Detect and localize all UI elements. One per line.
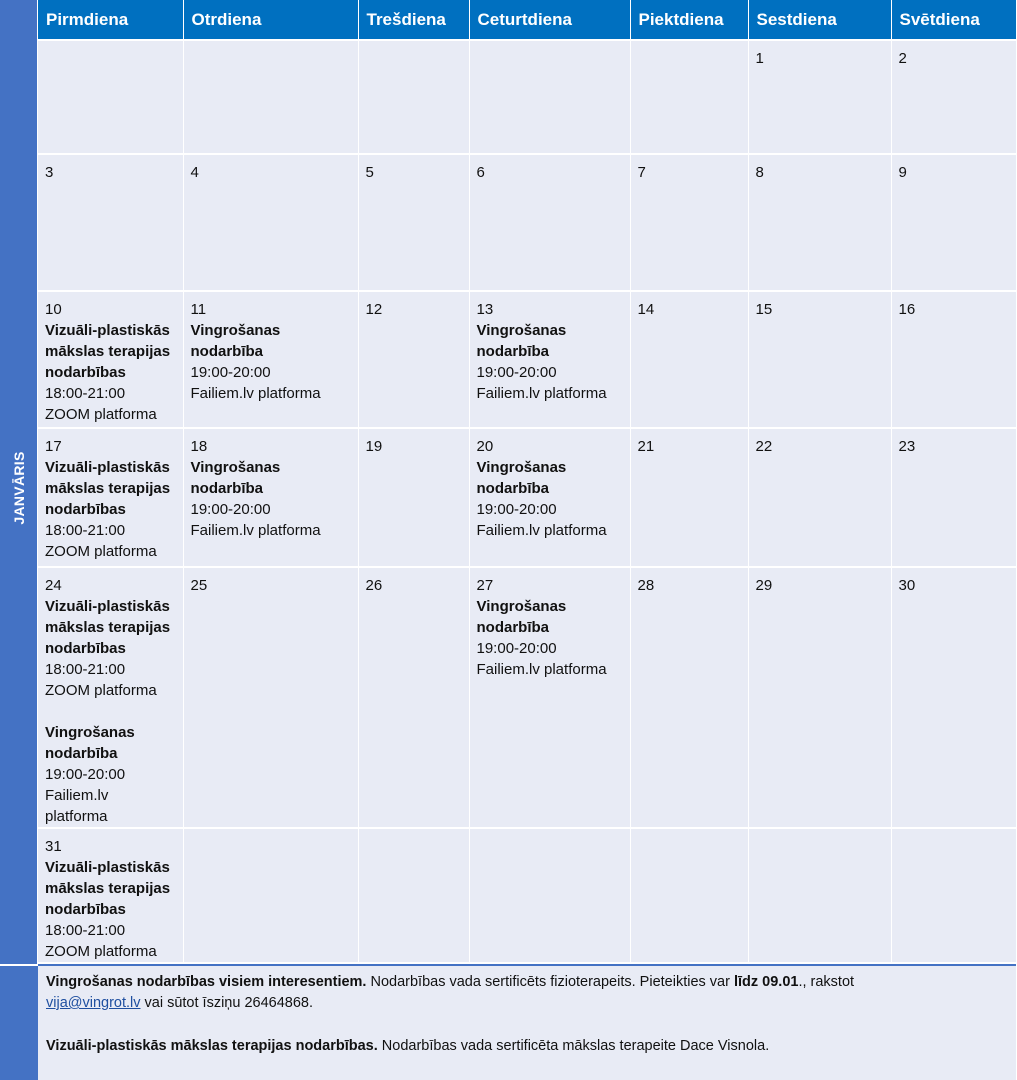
day-cell <box>630 828 748 963</box>
day-number: 5 <box>365 164 374 181</box>
event-title-line: Vingrošanas <box>476 459 567 476</box>
event <box>45 320 176 425</box>
event-time: 19:00-20:00 <box>476 364 557 381</box>
day-cell <box>469 828 630 963</box>
event <box>477 320 623 404</box>
day-number: 21 <box>637 438 655 455</box>
event-title-line: nodarbība <box>476 480 550 497</box>
day-cell <box>630 428 748 567</box>
event-place: Failiem.lv platforma <box>190 522 321 539</box>
day-number: 28 <box>637 577 655 594</box>
event-title-line: nodarbības <box>45 364 126 381</box>
day-number: 14 <box>637 301 655 318</box>
event-place: ZOOM platforma <box>45 682 157 699</box>
day-cell <box>748 567 891 828</box>
event-title-line: nodarbība <box>476 343 550 360</box>
event-place: Failiem.lv platforma <box>476 522 607 539</box>
gym-note-text-2: ., rakstot <box>798 974 855 990</box>
event-place: ZOOM platforma <box>45 406 157 423</box>
day-number: 18 <box>190 438 208 455</box>
day-cell <box>891 40 1016 154</box>
day-number: 4 <box>190 164 199 181</box>
gym-note-text: Nodarbības vada sertificēts fizioterapeits. Pieteikties var <box>366 974 734 990</box>
day-cell <box>358 154 469 291</box>
day-number: 10 <box>45 301 62 318</box>
day-cell <box>469 291 630 428</box>
day-cell <box>469 428 630 567</box>
day-cell <box>358 291 469 428</box>
day-cell <box>630 291 748 428</box>
event-title-line: Vizuāli-plastiskās <box>45 459 170 476</box>
month-sidebar <box>0 0 38 964</box>
day-cell <box>358 828 469 963</box>
day-cell <box>891 291 1016 428</box>
email-link[interactable]: vija@vingrot.lv <box>46 995 141 1011</box>
calendar-table <box>38 0 1017 964</box>
event-place: ZOOM platforma <box>45 543 157 560</box>
day-cell <box>469 40 630 154</box>
day-number: 15 <box>755 301 773 318</box>
event-time: 18:00-21:00 <box>45 922 126 939</box>
event-title-line: mākslas terapijas <box>45 619 171 636</box>
event-title-line: Vingrošanas <box>476 598 567 615</box>
day-number: 7 <box>637 164 646 181</box>
day-cell <box>183 428 358 567</box>
art-note-text: Nodarbības vada sertificēta mākslas terapeite Dace Visnola. <box>377 1038 770 1054</box>
week-row <box>38 154 1016 291</box>
event-title-line: nodarbība <box>476 619 550 636</box>
event <box>45 857 176 962</box>
day-cell <box>748 40 891 154</box>
event-place: Failiem.lv platforma <box>476 385 607 402</box>
notes-sidebar <box>0 964 38 1080</box>
event-title-line: nodarbības <box>45 501 126 518</box>
gym-note-text-3: vai sūtot īsziņu 26464868. <box>140 995 314 1011</box>
day-cell <box>38 828 183 963</box>
day-cell <box>38 154 183 291</box>
event-title-line: mākslas terapijas <box>45 880 171 897</box>
day-cell <box>891 154 1016 291</box>
day-cell <box>891 567 1016 828</box>
gym-note <box>46 972 1008 1014</box>
weekday-header: Piektdiena <box>630 0 748 40</box>
week-row <box>38 291 1016 428</box>
calendar-body <box>38 40 1016 963</box>
event-title-line: nodarbība <box>190 343 264 360</box>
weekday-header: Ceturtdiena <box>469 0 630 40</box>
weekday-header: Otrdiena <box>183 0 358 40</box>
day-number: 19 <box>365 438 383 455</box>
day-number: 17 <box>45 438 62 455</box>
notes-section <box>38 964 1016 1080</box>
event-place: ZOOM platforma <box>45 943 157 960</box>
event <box>477 457 623 541</box>
event-title-line: Vingrošanas <box>190 459 281 476</box>
event-place: Failiem.lv platforma <box>476 661 607 678</box>
event-place: Failiem.lv platforma <box>190 385 321 402</box>
event-title-line: Vizuāli-plastiskās <box>45 322 170 339</box>
day-number: 25 <box>190 577 208 594</box>
day-number: 26 <box>365 577 383 594</box>
event-time: 19:00-20:00 <box>190 501 271 518</box>
day-cell <box>38 567 183 828</box>
event-place: platforma <box>45 808 108 825</box>
day-number: 30 <box>898 577 916 594</box>
weekday-header-row <box>38 0 1016 40</box>
day-cell <box>891 828 1016 963</box>
event <box>477 596 623 680</box>
weekday-header: Sestdiena <box>748 0 891 40</box>
event-title-line: mākslas terapijas <box>45 343 171 360</box>
day-cell <box>183 40 358 154</box>
event <box>45 596 176 701</box>
day-cell <box>183 154 358 291</box>
event-place: Failiem.lv <box>45 787 109 804</box>
event-time: 19:00-20:00 <box>476 501 557 518</box>
event-title-line: Vingrošanas <box>476 322 567 339</box>
day-number: 27 <box>476 577 494 594</box>
weekday-header: Trešdiena <box>358 0 469 40</box>
event-title-line: nodarbība <box>190 480 264 497</box>
day-cell <box>469 154 630 291</box>
day-number: 8 <box>755 164 764 181</box>
day-number: 13 <box>476 301 494 318</box>
event-title-line: mākslas terapijas <box>45 480 171 497</box>
day-cell <box>358 428 469 567</box>
day-cell <box>748 154 891 291</box>
event <box>45 722 176 827</box>
day-number: 12 <box>365 301 383 318</box>
day-cell <box>748 428 891 567</box>
day-cell <box>748 828 891 963</box>
event-time: 19:00-20:00 <box>476 640 557 657</box>
event-title-line: nodarbība <box>45 745 118 762</box>
day-cell <box>38 291 183 428</box>
art-note-title: Vizuāli-plastiskās mākslas terapijas nodarbības. <box>46 1038 378 1054</box>
day-cell <box>630 567 748 828</box>
event-title-line: nodarbības <box>45 901 126 918</box>
event-title-line: Vingrošanas <box>45 724 135 741</box>
event-time: 19:00-20:00 <box>45 766 126 783</box>
day-number: 1 <box>755 50 764 67</box>
event-time: 18:00-21:00 <box>45 385 126 402</box>
day-cell <box>183 828 358 963</box>
day-number: 20 <box>476 438 494 455</box>
week-row <box>38 828 1016 963</box>
day-number: 29 <box>755 577 773 594</box>
day-number: 23 <box>898 438 916 455</box>
week-row <box>38 40 1016 154</box>
day-cell <box>358 567 469 828</box>
event <box>191 320 351 404</box>
month-label: JANVĀRIS <box>11 451 27 525</box>
day-cell <box>891 428 1016 567</box>
day-number: 16 <box>898 301 916 318</box>
day-number: 22 <box>755 438 773 455</box>
event-time: 18:00-21:00 <box>45 661 126 678</box>
day-cell <box>630 154 748 291</box>
day-cell <box>358 40 469 154</box>
gym-note-deadline: līdz 09.01 <box>733 974 799 990</box>
day-cell <box>38 40 183 154</box>
day-cell <box>748 291 891 428</box>
event-title-line: nodarbības <box>45 640 126 657</box>
day-number: 11 <box>190 301 207 318</box>
gym-note-title: Vingrošanas nodarbības visiem interesentiem. <box>46 974 367 990</box>
weekday-header: Pirmdiena <box>38 0 183 40</box>
event-time: 18:00-21:00 <box>45 522 126 539</box>
weekday-header: Svētdiena <box>891 0 1016 40</box>
event <box>191 457 351 541</box>
day-cell <box>183 567 358 828</box>
day-number: 31 <box>45 838 62 855</box>
day-number: 6 <box>476 164 485 181</box>
day-number: 3 <box>45 164 54 181</box>
event-time: 19:00-20:00 <box>190 364 271 381</box>
event-title-line: Vizuāli-plastiskās <box>45 859 170 876</box>
event-title-line: Vizuāli-plastiskās <box>45 598 170 615</box>
day-cell <box>183 291 358 428</box>
art-note <box>46 1036 1008 1057</box>
day-cell <box>469 567 630 828</box>
day-number: 24 <box>45 577 62 594</box>
week-row <box>38 428 1016 567</box>
day-number: 9 <box>898 164 907 181</box>
event-title-line: Vingrošanas <box>190 322 281 339</box>
week-row <box>38 567 1016 828</box>
day-cell <box>38 428 183 567</box>
day-number: 2 <box>898 50 907 67</box>
day-cell <box>630 40 748 154</box>
event <box>45 457 176 562</box>
